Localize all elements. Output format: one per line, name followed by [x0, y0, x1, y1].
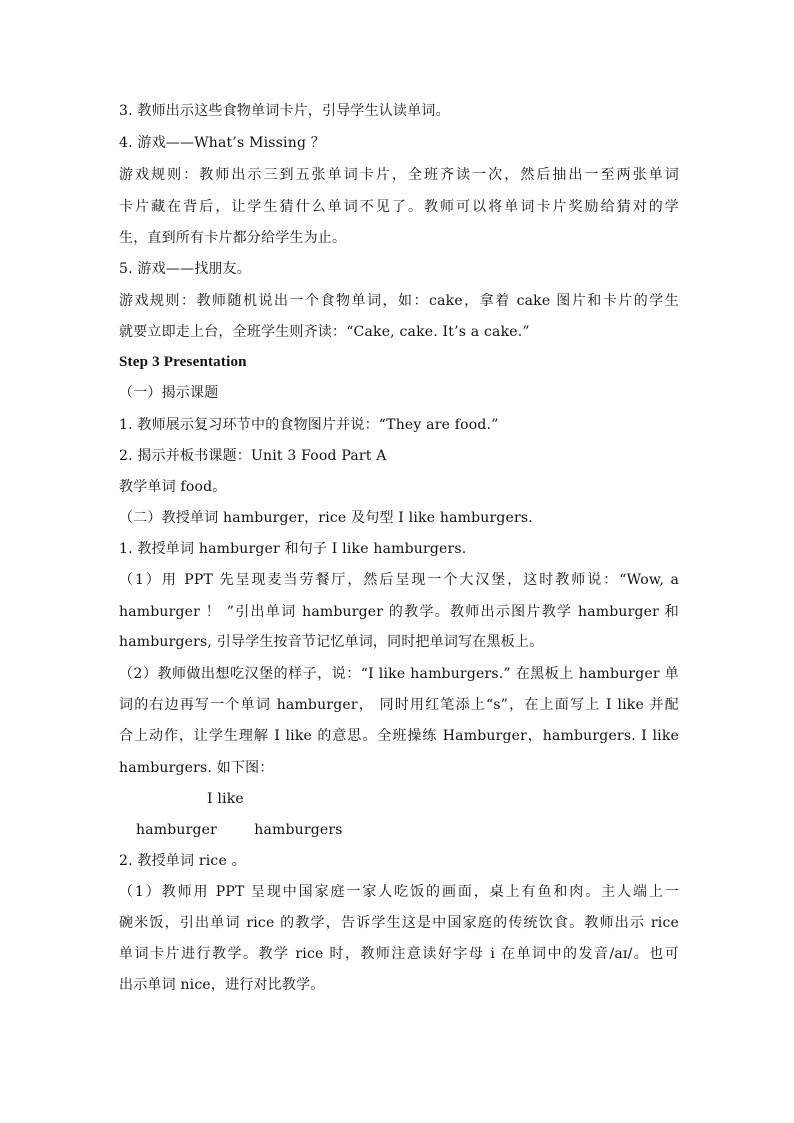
text-line-18: hamburgers, 引导学生按音节记忆单词，同时把单词写在黑板上。	[119, 634, 544, 650]
text-line-7: 游戏规则：教师随机说出一个食物单词，如：cake，拿着 cake 图片和卡片的学生	[119, 293, 679, 309]
text-line-12: 2. 揭示并板书课题：Unit 3 Food Part A	[119, 448, 387, 464]
text-line-14: （二）教授单词 hamburger，rice 及句型 I like hamburgers.	[119, 510, 533, 526]
text-line-17: hamburger ！ ”引出单词 hamburger 的教学。教师出示图片教学 hamburger 和	[119, 604, 679, 620]
text-line-2: 4. 游戏——What’s Missing ？	[119, 135, 325, 151]
diagram-label-hamburgers: hamburger hamburgers	[136, 822, 343, 838]
text-line-1: 3. 教师出示这些食物单词卡片，引导学生认读单词。	[119, 103, 450, 119]
text-line-20: 词的右边再写一个单词 hamburger， 同时用红笔添上“s”，在上面写上 I like 并配	[119, 697, 679, 713]
text-line-4: 卡片藏在背后，让学生猜什么单词不见了。教师可以将单词卡片奖励给猜对的学	[119, 199, 679, 215]
text-line-11: 1. 教师展示复习环节中的食物图片并说：“They are food.”	[119, 417, 499, 433]
text-line-19: （2）教师做出想吃汉堡的样子，说：“I like hamburgers.” 在黑板上 hamburger 单	[119, 666, 679, 682]
text-line-10: （一）揭示课题	[119, 385, 219, 401]
text-line-15: 1. 教授单词 hamburger 和句子 I like hamburgers.	[119, 541, 467, 557]
section-heading-step-3: Step 3 Presentation	[119, 354, 247, 370]
text-line-13: 教学单词 food。	[119, 479, 227, 495]
text-line-26: （1）教师用 PPT 呈现中国家庭一家人吃饭的画面，桌上有鱼和肉。主人端上一	[119, 884, 679, 900]
text-line-16: （1）用 PPT 先呈现麦当劳餐厅，然后呈现一个大汉堡，这时教师说：“Wow, a	[119, 572, 679, 588]
text-line-27: 碗米饭，引出单词 rice 的教学，告诉学生这是中国家庭的传统饮食。教师出示 rice	[119, 915, 679, 931]
text-line-3: 游戏规则：教师出示三到五张单词卡片，全班齐读一次，然后抽出一至两张单词	[119, 167, 679, 183]
text-line-5: 生，直到所有卡片都分给学生为止。	[119, 230, 347, 246]
text-line-6: 5. 游戏——找朋友。	[119, 261, 252, 277]
diagram-label-i-like: I like	[207, 791, 244, 807]
text-line-21: 合上动作，让学生理解 I like 的意思。全班操练 Hamburger，hamburgers. I like	[119, 728, 679, 744]
text-line-28: 单词卡片进行教学。教学 rice 时，教师注意读好字母 i 在单词中的发音/aɪ/。也可	[119, 946, 679, 962]
text-line-22: hamburgers. 如下图：	[119, 760, 274, 776]
text-line-8: 就要立即走上台，全班学生则齐读：“Cake, cake. It’s a cake.”	[119, 324, 530, 340]
text-line-29: 出示单词 nice，进行对比教学。	[119, 977, 325, 993]
text-line-25: 2. 教授单词 rice 。	[119, 853, 246, 869]
